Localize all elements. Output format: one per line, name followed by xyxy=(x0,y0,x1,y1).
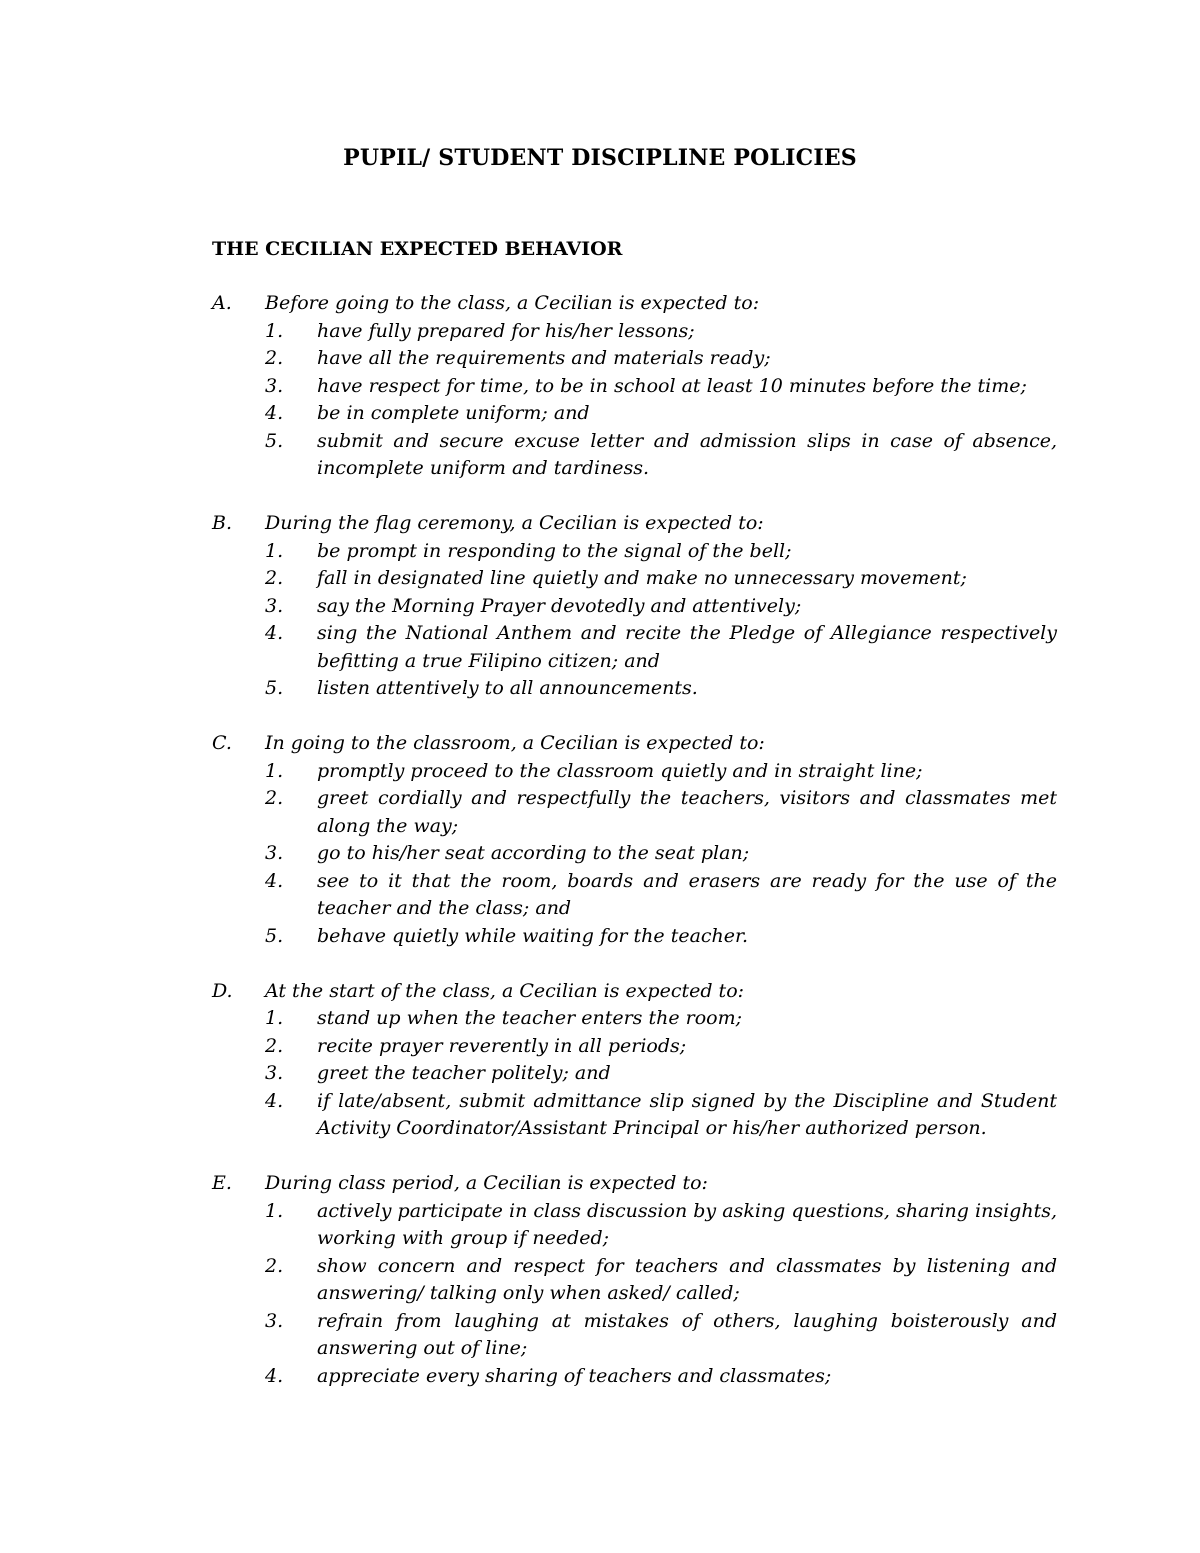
list-item-text: greet cordially and respectfully the teachers, visitors and classmates met along the way; xyxy=(317,787,1057,837)
section-letter: B. xyxy=(212,512,233,534)
list-item-text: recite prayer reverently in all periods; xyxy=(317,1034,687,1057)
section-lead-text: During class period, a Cecilian is expected to: xyxy=(265,1172,708,1194)
list-item xyxy=(212,1088,1057,1143)
list-item-text: show concern and respect for teachers and classmates by listening and answering/ talking only when asked/ called; xyxy=(317,1254,1057,1304)
list-item xyxy=(212,400,1057,428)
list-item-number: 1. xyxy=(265,319,284,342)
section-block xyxy=(212,978,1057,1143)
list-item-number: 1. xyxy=(265,539,284,562)
section-block xyxy=(212,510,1057,703)
list-item xyxy=(212,593,1057,621)
list-item-text: have respect for time, to be in school at least 10 minutes before the time; xyxy=(317,374,1027,397)
section-heading: THE CECILIAN EXPECTED BEHAVIOR xyxy=(212,238,623,260)
list-item-text: fall in designated line quietly and make no unnecessary movement; xyxy=(317,567,967,589)
list-item xyxy=(212,373,1057,401)
list-item-text: stand up when the teacher enters the room; xyxy=(317,1007,742,1029)
list-item xyxy=(212,840,1057,868)
section-letter: A. xyxy=(212,292,232,314)
list-item-text: appreciate every sharing of teachers and classmates; xyxy=(317,1364,832,1387)
list-item-number: 2. xyxy=(265,1034,284,1057)
list-item-number: 4. xyxy=(265,1364,284,1387)
list-item xyxy=(212,758,1057,786)
list-item-text: have all the requirements and materials ready; xyxy=(317,347,771,369)
list-item-text: sing the National Anthem and recite the Pledge of Allegiance respectively befitting a true Filipino citizen; and xyxy=(317,622,1057,672)
document-title: PUPIL/ STUDENT DISCIPLINE POLICIES xyxy=(343,145,857,171)
section-block xyxy=(212,1170,1057,1390)
section-lead-text: In going to the classroom, a Cecilian is expected to: xyxy=(265,732,765,754)
list-item-text: behave quietly while waiting for the teacher. xyxy=(317,924,749,947)
list-item-number: 5. xyxy=(265,677,284,699)
list-item-text: say the Morning Prayer devotedly and attentively; xyxy=(317,594,802,617)
list-item xyxy=(212,1308,1057,1363)
list-item xyxy=(212,785,1057,840)
section-lead xyxy=(212,730,1057,758)
list-item-text: have fully prepared for his/her lessons; xyxy=(317,319,695,342)
list-item-text: if late/absent, submit admittance slip signed by the Discipline and Student Activity Coordinator/Assistant Principal or his/her authorized person. xyxy=(317,1089,1057,1139)
section-block xyxy=(212,290,1057,483)
list-item xyxy=(212,620,1057,675)
list-item-text: refrain from laughing at mistakes of others, laughing boisterously and answering out of line; xyxy=(317,1309,1057,1359)
list-item xyxy=(212,428,1057,483)
section-block xyxy=(212,730,1057,950)
list-item xyxy=(212,1033,1057,1061)
list-item-number: 2. xyxy=(265,347,284,369)
section-lead-text: Before going to the class, a Cecilian is expected to: xyxy=(265,292,760,314)
list-item xyxy=(212,1363,1057,1391)
section-lead xyxy=(212,510,1057,538)
list-item xyxy=(212,675,1057,703)
list-item xyxy=(212,538,1057,566)
list-item-number: 2. xyxy=(265,1254,284,1277)
list-item xyxy=(212,345,1057,373)
list-item-number: 3. xyxy=(265,374,284,397)
list-item-text: be prompt in responding to the signal of the bell; xyxy=(317,539,792,562)
list-item-text: submit and secure excuse letter and admission slips in case of absence, incomplete uniform and tardiness. xyxy=(317,429,1057,479)
list-item-text: listen attentively to all announcements. xyxy=(317,677,698,699)
section-lead-text: During the flag ceremony, a Cecilian is expected to: xyxy=(265,512,764,534)
list-item-number: 4. xyxy=(265,622,284,644)
list-item-number: 3. xyxy=(265,842,284,864)
behavior-sections xyxy=(212,290,1057,1418)
section-lead xyxy=(212,978,1057,1006)
list-item-number: 1. xyxy=(265,1007,284,1029)
list-item-number: 3. xyxy=(265,594,284,617)
list-item xyxy=(212,565,1057,593)
list-item-text: be in complete uniform; and xyxy=(317,402,590,424)
list-item xyxy=(212,318,1057,346)
list-item-number: 3. xyxy=(265,1309,284,1332)
section-letter: C. xyxy=(212,732,232,754)
list-item xyxy=(212,1005,1057,1033)
list-item-number: 5. xyxy=(265,924,284,947)
list-item xyxy=(212,1198,1057,1253)
list-item-text: see to it that the room, boards and erasers are ready for the use of the teacher and the class; and xyxy=(317,869,1057,919)
section-lead-text: At the start of the class, a Cecilian is expected to: xyxy=(265,979,745,1002)
list-item-text: greet the teacher politely; and xyxy=(317,1062,611,1084)
section-lead xyxy=(212,290,1057,318)
list-item-number: 2. xyxy=(265,567,284,589)
list-item xyxy=(212,868,1057,923)
list-item-number: 4. xyxy=(265,1089,284,1112)
section-letter: E. xyxy=(212,1172,232,1194)
list-item-number: 3. xyxy=(265,1062,284,1084)
list-item-number: 5. xyxy=(265,429,284,452)
section-lead xyxy=(212,1170,1057,1198)
list-item-number: 1. xyxy=(265,1199,284,1222)
list-item-text: actively participate in class discussion by asking questions, sharing insights, working with group if needed; xyxy=(317,1199,1057,1249)
list-item-text: promptly proceed to the classroom quietly and in straight line; xyxy=(317,759,923,782)
list-item-number: 4. xyxy=(265,402,284,424)
list-item-number: 4. xyxy=(265,869,284,892)
list-item-text: go to his/her seat according to the seat plan; xyxy=(317,842,750,864)
list-item xyxy=(212,923,1057,951)
list-item-number: 2. xyxy=(265,787,284,809)
list-item xyxy=(212,1060,1057,1088)
section-letter: D. xyxy=(212,979,233,1002)
list-item xyxy=(212,1253,1057,1308)
list-item-number: 1. xyxy=(265,759,284,782)
